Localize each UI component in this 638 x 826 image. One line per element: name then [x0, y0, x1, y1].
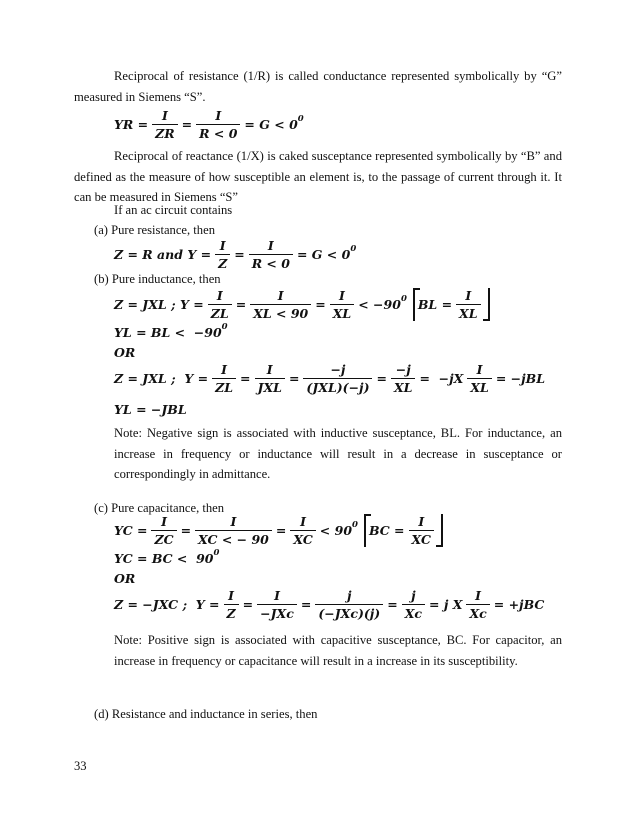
circuit-intro: If an ac circuit contains: [114, 203, 233, 217]
or-separator-2: OR: [114, 571, 136, 586]
case-b-equation-2: YL = BL < −90 0: [114, 321, 228, 340]
case-c-equation-1: YC = $\frac{I}{ZC}$ = $\frac{I}{XC < - 90}$ = $\frac{I}{XC}$ < 90 0 BC = $\frac{I}{XC}$: [114, 514, 443, 547]
case-d-label: (d) Resistance and inductance in series, then: [94, 707, 318, 721]
case-c-equation-3: Z = −JXC ; Y = $\frac{I}{Z}$ = $\frac{I}{\text{−JXc}}$ = $\frac{j}{\text{(−JXc)(j)}}$ = $\frac{j}{Xc}$ = j X $\frac{I}{Xc}$ = +jBC: [114, 588, 545, 621]
conductance-equation: YR = $\frac{I}{ZR}$ = $\frac{I}{R < 0}$ = G < 0 0: [114, 108, 304, 141]
case-b-equation-4: YL = −JBL: [114, 402, 187, 417]
case-b-equation-1: Z = JXL ; Y = $\frac{I}{ZL}$ = $\frac{I}{XL < 90}$ = $\frac{I}{XL}$ < −90 0 BL = $\frac{I}{XL}$: [114, 288, 490, 321]
case-b-equation-3: Z = JXL ; Y = $\frac{I}{ZL}$ = $\frac{I}{\text{JXL}}$ = $\frac{-j}{\text{(JXL)(−j)}}$ = $\frac{-j}{XL}$ = −jX $\frac{I}{XL}$ = −jBL: [114, 362, 546, 395]
capacitance-note: Note: Positive sign is associated with capacitive susceptance, BC. For capacitor, an increase in frequency or capacitance will result in a increase in its susceptibility.: [114, 633, 562, 668]
inductance-note: Note: Negative sign is associated with inductive susceptance, BL. For inductance, an increase in frequency or inductance will result in a decrease in susceptance or correspondingly in admittance.: [114, 426, 562, 481]
page-number: 33: [74, 759, 87, 773]
bc-definition-bracket: BC = $\frac{I}{XC}$: [364, 514, 443, 547]
case-b-label: (b) Pure inductance, then: [94, 272, 221, 286]
conductance-paragraph: Reciprocal of resistance (1/R) is called conductance represented symbolically by “G” measured in Siemens “S”.: [74, 69, 562, 104]
case-a-label: (a) Pure resistance, then: [94, 223, 215, 237]
bl-definition-bracket: BL = $\frac{I}{XL}$: [413, 288, 490, 321]
or-separator-1: OR: [114, 345, 136, 360]
susceptance-paragraph: Reciprocal of reactance (1/X) is caked susceptance represented symbolically by “B” and defined as the measure of how susceptible an element is, to the passage of current through it. It can be measured in Siemens “S”: [74, 149, 562, 204]
case-c-equation-2: YC = BC < 90 0: [114, 547, 220, 566]
case-a-equation: Z = R and Y = $\frac{I}{Z}$ = $\frac{I}{R < 0}$ = G < 0 0: [114, 238, 357, 271]
case-c-label: (c) Pure capacitance, then: [94, 501, 225, 515]
